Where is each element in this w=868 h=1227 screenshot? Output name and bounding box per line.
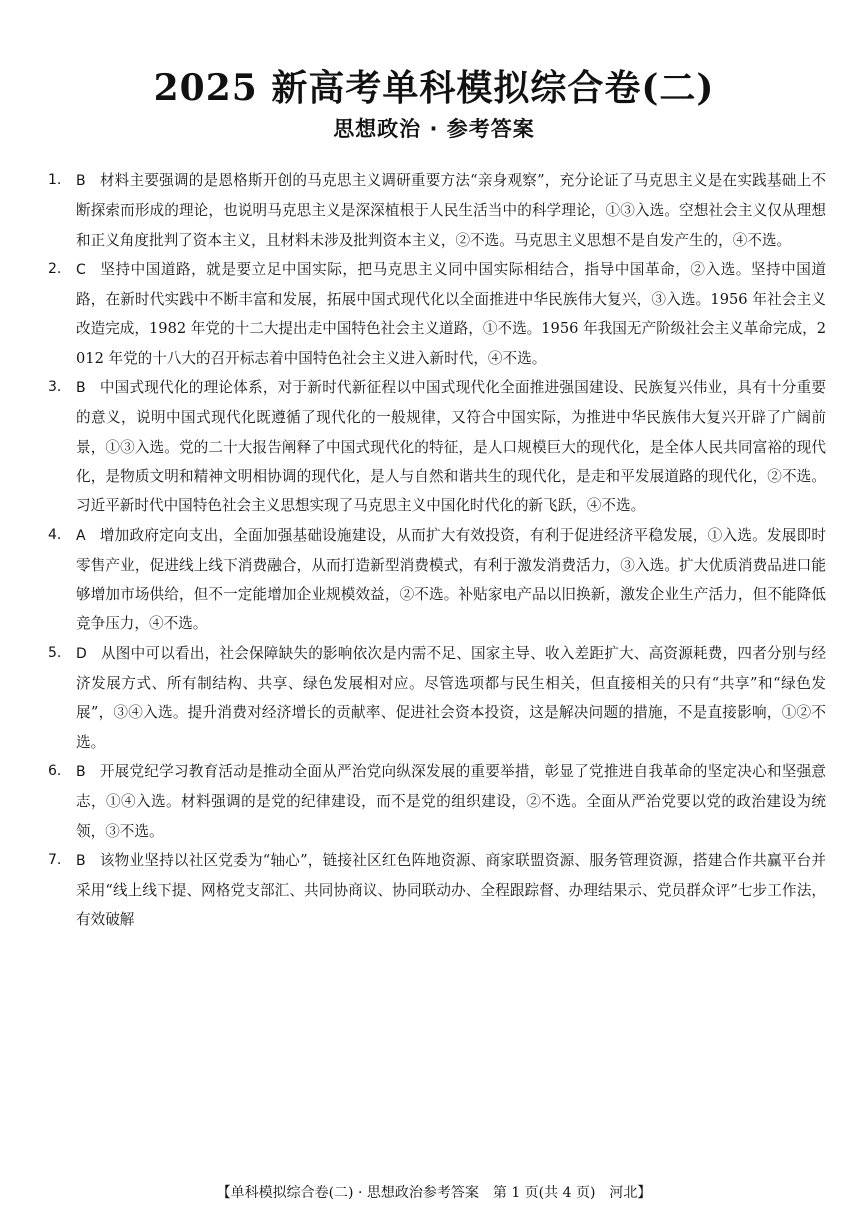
answer-number: 4. xyxy=(48,526,62,543)
answer-explanation: 坚持中国道路，就是要立足中国实际，把马克思主义同中国实际相结合，指导中国革命，②入选。坚持中国道路，在新时代实践中不断丰富和发展，拓展中国式现代化以全面推进中华民族伟大复兴，③入选。1956 年社会主义改造完成，1982 年党的十二大提出走中国特色社会主义道路，①不选。1956 年我国无产阶级社会主义革命完成，2012 年党的十八大的召开标志着中国特色社会主义进入新时代，④不选。 xyxy=(76,260,826,367)
answer-choice: B xyxy=(76,173,86,189)
answer-explanation: 中国式现代化的理论体系，对于新时代新征程以中国式现代化全面推进强国建设、民族复兴伟业，具有十分重要的意义，说明中国式现代化既遵循了现代化的一般规律，又符合中国实际，为推进中华民族伟大复兴开辟了广阔前景，①③入选。党的二十大报告阐释了中国式现代化的特征，是人口规模巨大的现代化，是全体人民共同富裕的现代化，是物质文明和精神文明相协调的现代化，是人与自然和谐共生的现代化，是走和平发展道路的现代化，②不选。习近平新时代中国特色社会主义思想实现了马克思主义中国化时代化的新飞跃，④不选。 xyxy=(76,379,826,515)
answer-choice: B xyxy=(76,380,86,397)
answer-explanation: 材料主要强调的是恩格斯开创的马克思主义调研重要方法“亲身观察”，充分论证了马克思主义是在实践基础上不断探索而形成的理论，也说明马克思主义是深深植根于人民生活当中的科学理论，①③入选。空想社会主义仅从理想和正义角度批判了资本主义，且材料未涉及批判资本主义，②不选。马克思主义思想不是自发产生的，④不选。 xyxy=(76,172,826,249)
answer-number: 6. xyxy=(48,762,62,779)
answer-number: 1. xyxy=(48,172,62,188)
page-title: 2025 新高考单科模拟综合卷(二) xyxy=(153,67,715,109)
answer-item-6 xyxy=(48,757,826,846)
answer-choice: A xyxy=(76,527,86,544)
answer-item-5 xyxy=(48,639,826,757)
answer-explanation: 增加政府定向支出，全面加强基础设施建设，从而扩大有效投资，有利于促进经济平稳发展，①入选。发展即时零售产业，促进线上线下消费融合，从而打造新型消费模式，有利于激发消费活力，③入选。扩大优质消费品进口能够增加市场供给，但不一定能增加企业规模效益，②不选。补贴家电产品以旧换新，激发企业生产活力，但不能降低竞争压力，④不选。 xyxy=(76,526,826,633)
page-subtitle: 思想政治 · 参考答案 xyxy=(333,117,535,141)
answer-choice: D xyxy=(76,645,87,662)
answer-number: 5. xyxy=(48,644,62,661)
answer-item-2 xyxy=(48,255,826,373)
answer-item-1 xyxy=(48,166,826,255)
answer-choice: B xyxy=(76,852,86,869)
page-footer: 【单科模拟综合卷(二) · 思想政治参考答案 第 1 页(共 4 页) 河北】 xyxy=(216,1185,652,1201)
answer-choice: B xyxy=(76,763,86,780)
answer-item-7 xyxy=(48,846,826,935)
answer-explanation: 从图中可以看出，社会保障缺失的影响依次是内需不足、国家主导、收入差距扩大、高资源耗费，四者分别与经济发展方式、所有制结构、共享、绿色发展相对应。尽管选项都与民生相关，但直接相关的只有“共享”和“绿色发展”，③④入选。提升消费对经济增长的贡献率、促进社会资本投资，这是解决问题的措施，不是直接影响，①②不选。 xyxy=(76,644,826,751)
answer-item-4 xyxy=(48,521,826,639)
answer-item-3 xyxy=(48,373,826,520)
answer-number: 2. xyxy=(48,260,62,277)
answer-number: 3. xyxy=(48,379,62,396)
answer-explanation: 该物业坚持以社区党委为“轴心”，链接社区红色阵地资源、商家联盟资源、服务管理资源，搭建合作共赢平台并采用“线上线下提、网格党支部汇、共同协商议、协同联动办、全程跟踪督、办理结果示、党员群众评”七步工作法，有效破解 xyxy=(76,851,826,929)
answer-list xyxy=(48,166,826,935)
answer-number: 7. xyxy=(48,851,62,868)
answer-explanation: 开展党纪学习教育活动是推动全面从严治党向纵深发展的重要举措，彰显了党推进自我革命的坚定决心和坚强意志，①④入选。材料强调的是党的纪律建设，而不是党的组织建设，②不选。全面从严治党要以党的政治建设为统领，③不选。 xyxy=(76,762,826,840)
answer-choice: C xyxy=(76,261,86,278)
